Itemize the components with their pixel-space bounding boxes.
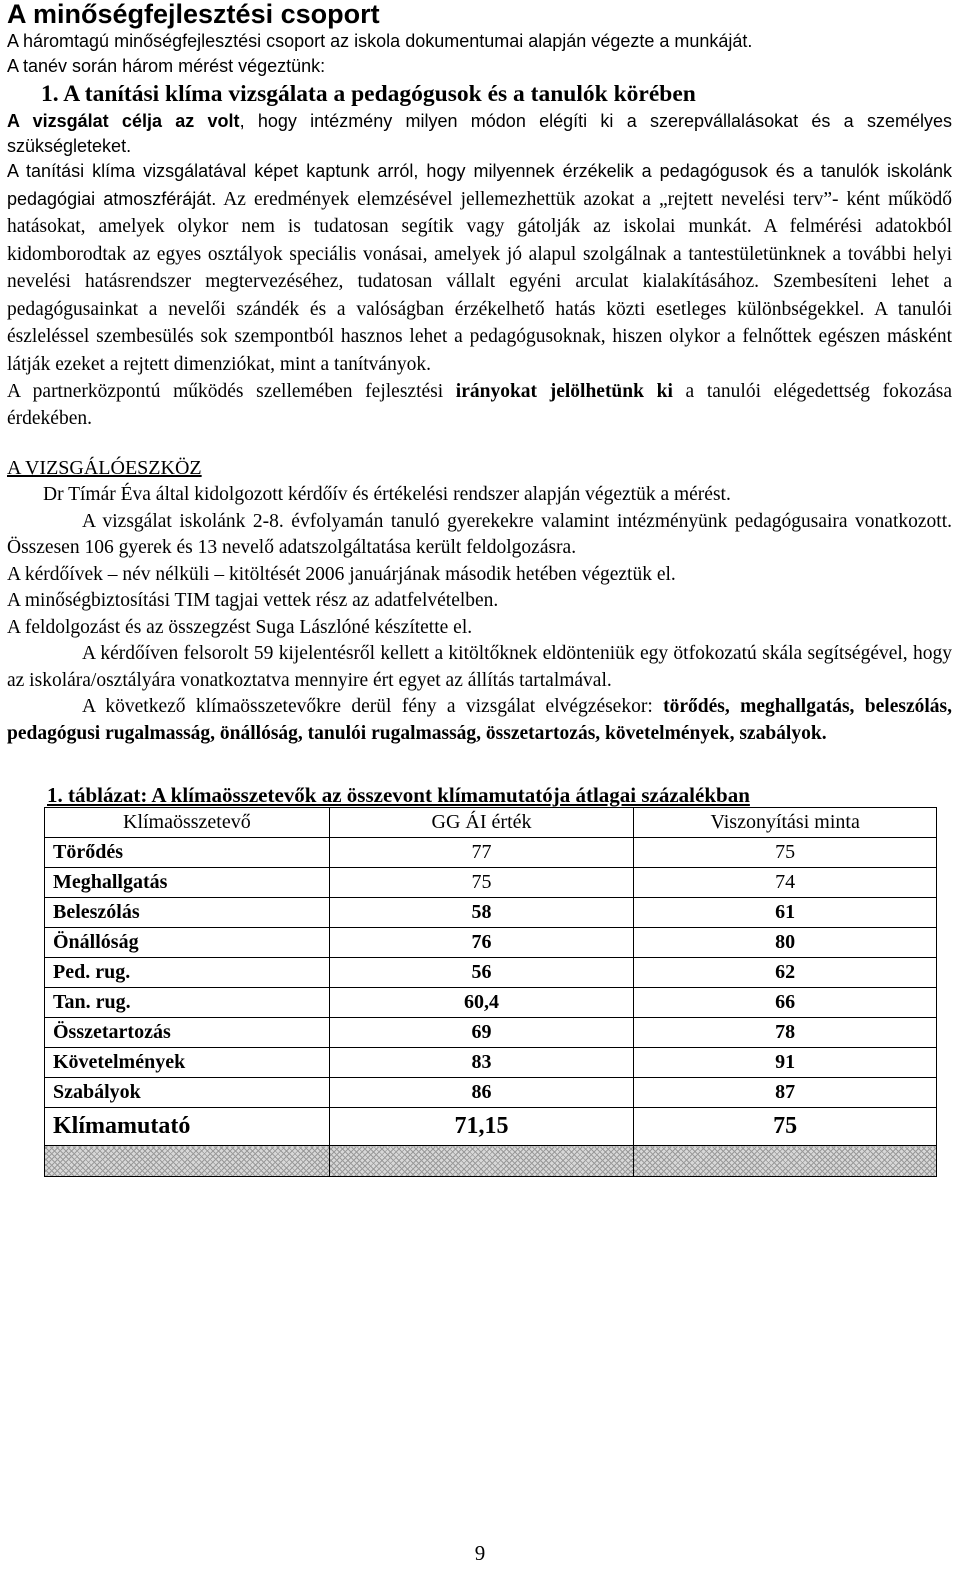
row-reference: 62 (634, 958, 937, 988)
section-heading: 1. A tanítási klíma vizsgálata a pedagógusok és a tanulók körében (41, 81, 696, 107)
total-value: 71,15 (329, 1108, 634, 1146)
row-label: Ped. rug. (45, 958, 330, 988)
row-reference: 78 (634, 1018, 937, 1048)
row-label: Törődés (45, 838, 330, 868)
row-reference: 75 (634, 838, 937, 868)
intro-paragraph: A háromtagú minőségfejlesztési csoport az iskola dokumentumai alapján végezte a munkáját. (7, 31, 753, 51)
table-row (45, 988, 937, 1018)
goal-text: , hogy intézmény milyen módon elégíti ki a szerepvállalásokat és a személyes szükségleteket. (7, 111, 952, 156)
row-reference: 91 (634, 1048, 937, 1078)
row-reference: 66 (634, 988, 937, 1018)
climate-table (44, 807, 937, 1177)
table-row (45, 838, 937, 868)
tool-paragraph-5: A feldolgozást és az összegzést Suga Lászlóné készítette el. (7, 616, 473, 638)
table-row (45, 958, 937, 988)
factors-paragraph (7, 694, 952, 747)
body-serif-text: Az eredmények elemzésével jellemezhettük azokat a „rejtett nevelési terv”- ként működő hatásokat, amelyek olykor nem is tudatosan segítik vagy gátolják az iskolai munkát. A felmérési adatokból kidomborodtak az egyes osztályok speciális vonásai, amelyek jó alapul szolgálnak a tantestületünknek a további helyi nevelési hatásrendszer megtervezéséhez, tudatosan vállalt egyéni arculat kialakításához. Szembesíteni lehet a pedagógusainkat a nevelői szándék és a valóságban érzékelhető hatás közti esetleges különbségekkel. A tanulói észleléssel szembesülés sok szempontból hasznos lehet a pedagógusoknak, hiszen olykor a felnőttek egészen másként látják ezeket a rejtett dimenziókat, mint a tanítványok. (7, 188, 952, 375)
row-label: Tan. rug. (45, 988, 330, 1018)
row-value: 86 (329, 1078, 634, 1108)
table-row (45, 1048, 937, 1078)
total-label: Klímamutató (45, 1108, 330, 1146)
table-row (45, 1018, 937, 1048)
row-value: 69 (329, 1018, 634, 1048)
row-value: 58 (329, 898, 634, 928)
row-label: Önállóság (45, 928, 330, 958)
goal-paragraph (7, 109, 952, 159)
tool-paragraph-1: Dr Tímár Éva által kidolgozott kérdőív és értékelési rendszer alapján végeztük a mérést. (43, 484, 731, 505)
page-title: A minőségfejlesztési csoport (7, 0, 380, 29)
row-label: Követelmények (45, 1048, 330, 1078)
table-row (45, 1078, 937, 1108)
partner-paragraph (7, 379, 952, 432)
body-paragraph (7, 159, 952, 379)
table-row (45, 868, 937, 898)
shaded-cell (634, 1146, 937, 1177)
header-cell: Viszonyítási minta (634, 808, 937, 838)
row-value: 83 (329, 1048, 634, 1078)
header-cell: Klímaösszetevő (45, 808, 330, 838)
row-reference: 61 (634, 898, 937, 928)
intro-line: A tanév során három mérést végeztünk: (7, 56, 326, 76)
partner-pre: A partnerközpontú működés szellemében fejlesztési (7, 381, 456, 402)
row-reference: 80 (634, 928, 937, 958)
tool-paragraph-2: A vizsgálat iskolánk 2-8. évfolyamán tanuló gyerekekre valamint intézményünk pedagógusaira vonatkozott. Összesen 106 gyerek és 13 nevelő adatszolgáltatása került feldolgozásra. (7, 510, 952, 558)
row-reference: 87 (634, 1078, 937, 1108)
shaded-cell (45, 1146, 330, 1177)
tool-paragraph-4: A minőségbiztosítási TIM tagjai vettek rész az adatfelvételben. (7, 590, 499, 611)
factors-pre: A következő klímaösszetevőkre derül fény a vizsgálat elvégzésekor: (82, 696, 664, 717)
table-row (45, 898, 937, 928)
row-value: 77 (329, 838, 634, 868)
table-header-row (45, 808, 937, 838)
row-label: Meghallgatás (45, 868, 330, 898)
tool-paragraph-3: A kérdőívek – név nélküli – kitöltését 2006 januárjának második hetében végeztük el. (7, 563, 676, 585)
tool-paragraph-6: A kérdőíven felsorolt 59 kijelentésről kellett a kitöltőknek eldönteniük egy ötfokozatú skála segítségével, hogy az iskolára/osztályára vonatkoztatva mennyire ért egyet az állítás tartalmával. (7, 643, 952, 691)
table-total-row (45, 1108, 937, 1146)
total-reference: 75 (634, 1108, 937, 1146)
row-reference: 74 (634, 868, 937, 898)
page-number: 9 (474, 1541, 486, 1565)
factors-bold: törődés, meghallgatás, beleszólás, pedagógusi rugalmasság, önállóság, tanulói rugalmasság, összetartozás, követelmények, szabályok. (7, 696, 952, 744)
table-caption: 1. táblázat: A klímaösszetevők az összevont klímamutatója átlagai százalékban (47, 783, 750, 807)
body-sans-text: A tanítási klíma vizsgálatával képet kaptunk arról, hogy milyennek érzékelik a pedagógusok és a tanulók iskolánk pedagógiai atmoszféráját. (7, 161, 952, 209)
tool-heading: A VIZSGÁLÓESZKÖZ (7, 457, 202, 479)
table-row (45, 928, 937, 958)
row-label: Összetartozás (45, 1018, 330, 1048)
row-value: 56 (329, 958, 634, 988)
partner-bold: irányokat jelölhetünk ki (455, 381, 673, 402)
header-cell: GG ÁI érték (329, 808, 634, 838)
partner-post: a tanulói elégedettség fokozása érdekében. (7, 381, 952, 429)
row-label: Szabályok (45, 1078, 330, 1108)
row-value: 75 (329, 868, 634, 898)
row-label: Beleszólás (45, 898, 330, 928)
goal-bold: A vizsgálat célja az volt (7, 111, 240, 131)
row-value: 60,4 (329, 988, 634, 1018)
table-shaded-row (45, 1146, 937, 1177)
shaded-cell (329, 1146, 634, 1177)
row-value: 76 (329, 928, 634, 958)
